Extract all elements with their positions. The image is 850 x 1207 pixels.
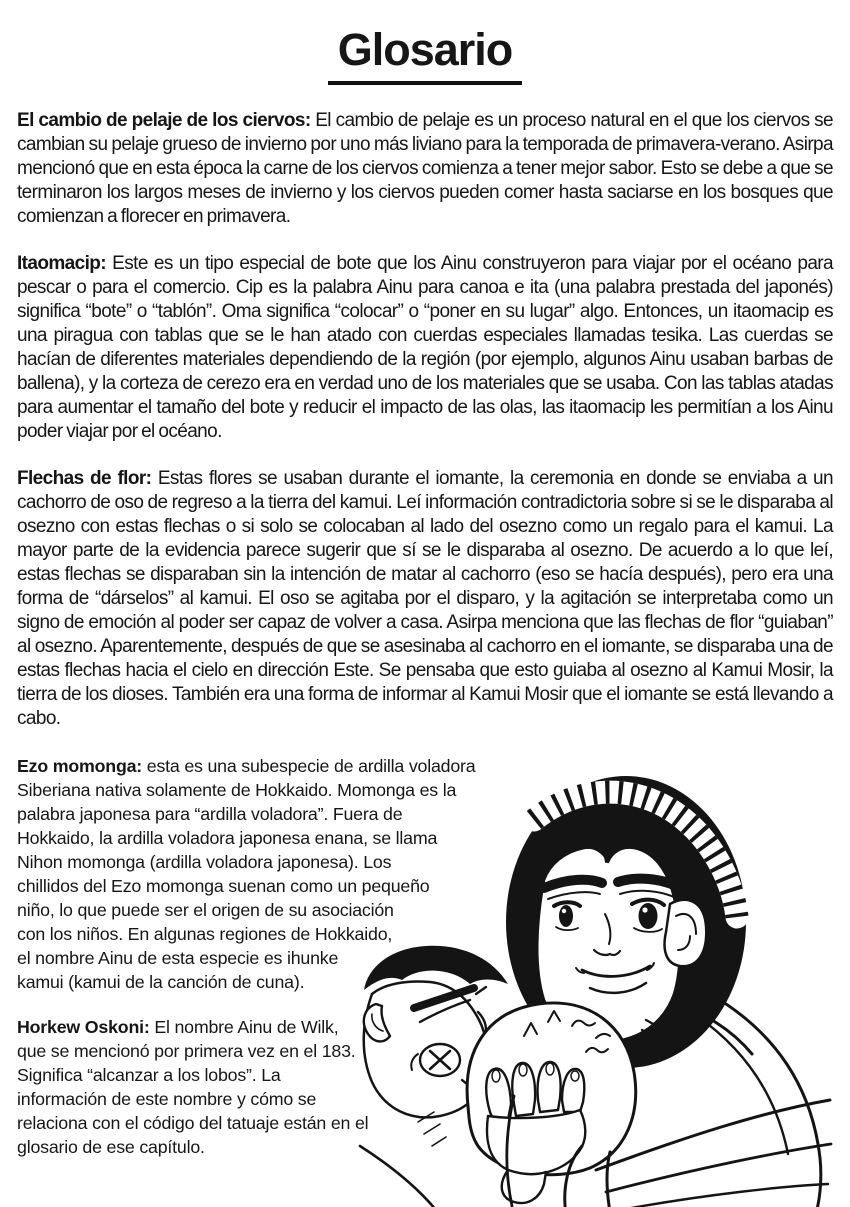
- baby-and-man-drawing: [358, 754, 833, 1207]
- entry-term: Flechas de flor:: [17, 468, 152, 489]
- entry-definition: esta es una subespecie de ardilla voladora Siberiana nativa solamente de Hokkaido. Momonga es la palabra japonesa para “ardilla voladora”. Fuera de Hokkaido, la ardilla voladora japonesa enana, se llama Nihon momonga (ardilla voladora japonesa). Los chillidos del Ezo momonga suenan como un pequeño niño, lo que puede ser el origen de su asociación con los niños. En algunas regiones de Hokkaido, el nombre Ainu de esta especie es ihunke kamui (kamui de la canción de cuna).: [17, 756, 476, 992]
- entry-definition: Este es un tipo especial de bote que los Ainu construyeron para viajar por el océano para pescar o para el comercio. Cip es la palabra Ainu para canoa e ita (una palabra prestada del japonés) significa “bote” o “tablón”. Oma significa “colocar” o “poner en su lugar” algo. Entonces, un itaomacip es una piragua con tablas que se le han atado con cuerdas especiales llamadas tesika. Las cuerdas se hacían de diferentes materiales dependiendo de la región (por ejemplo, algunos Ainu usaban barbas de ballena), y la corteza de cerezo era en verdad uno de los materiales que se usaba. Con las tablas atadas para aumentar el tamaño del bote y reducir el impacto de las olas, las itaomacip les permitían a los Ainu poder viajar por el océano.: [17, 253, 833, 442]
- entry-term: Horkew Oskoni:: [17, 1017, 150, 1037]
- entry-term: Itaomacip:: [17, 253, 107, 274]
- glossary-entry-itaomacip: [17, 252, 833, 444]
- glossary-entry-deer-molting: [17, 109, 833, 229]
- entry-term: El cambio de pelaje de los ciervos:: [17, 110, 311, 131]
- entry-definition: El nombre Ainu de Wilk, que se mencionó por primera vez en el 183. Significa “alcanzar a los lobos”. La información de este nombre y cómo se relaciona con el código del tatuaje están en el glosario de ese capítulo.: [17, 1017, 369, 1157]
- page-title-text: Glosario: [328, 24, 523, 85]
- entry-definition: Estas flores se usaban durante el iomante, la ceremonia en donde se enviaba a un cachorro de oso de regreso a la tierra del kamui. Leí información contradictoria sobre si se le disparaba al osezno con estas flechas o si solo se colocaban al lado del osezno como un regalo para el kamui. La mayor parte de la evidencia parece sugerir que sí se le disparaba al osezno. De acuerdo a lo que leí, estas flechas se disparaban sin la intención de matar al cachorro (eso se hacía después), pero era una forma de “dárselos” al kamui. El oso se agitaba por el disparo, y la agitación se interpretaba como un signo de emoción al poder ser capaz de volver a casa. Asirpa menciona que las flechas de flor “guiaban” al osezno. Aparentemente, después de que se asesinaba al cachorro en el iomante, se disparaba una de estas flechas hacia el cielo en dirección Este. Se pensaba que esto guiaba al osezno al Kamui Mosir, la tierra de los dioses. También era una forma de informar al Kamui Mosir que el iomante se está llevando a cabo.: [17, 468, 833, 729]
- glossary-entry-flower-arrows: [17, 467, 833, 731]
- entry-term: Ezo momonga:: [17, 756, 143, 776]
- page-title: [17, 24, 833, 85]
- entry-definition: El cambio de pelaje es un proceso natural en el que los ciervos se cambian su pelaje grueso de invierno por uno más liviano para la temporada de primavera-verano. Asirpa mencionó que en esta época la carne de los ciervos comienza a tener mejor sabor. Esto se debe a que se terminaron los largos meses de invierno y los ciervos pueden comer hasta saciarse en los bosques que comienzan a florecer en primavera.: [17, 110, 834, 227]
- manga-illustration: [358, 754, 833, 1207]
